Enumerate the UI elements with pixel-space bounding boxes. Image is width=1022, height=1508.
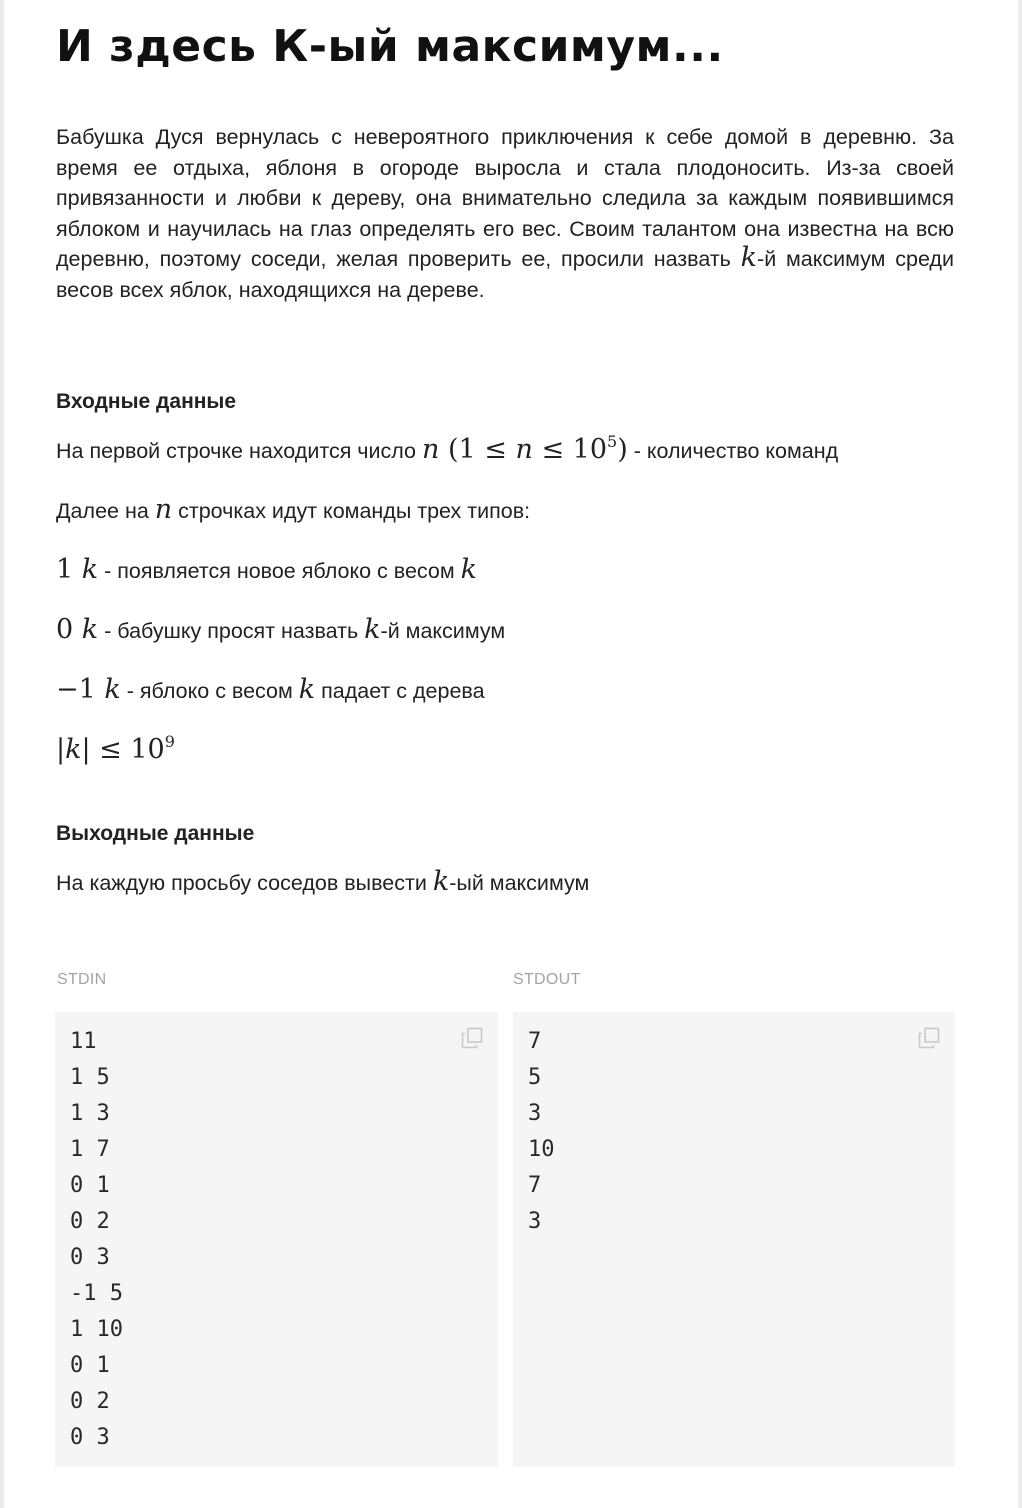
stdin-content: 11 1 5 1 3 1 7 0 1 0 2 0 3 -1 5 1 10 0 1 0 2 0 3 — [70, 1029, 123, 1450]
constraint-k — [56, 734, 175, 768]
problem-title: И здесь К-ый максимум... — [56, 21, 724, 72]
stdout-label: STDOUT — [513, 971, 581, 988]
command-add: 1 k - появляется новое яблоко с весом k — [56, 554, 477, 585]
output-line: На каждую просьбу соседов вывести k-ый максимум — [56, 866, 590, 897]
stdin-box — [55, 1012, 498, 1467]
constraint-k-formula: $|k| \le 10^9$ — [56, 732, 175, 765]
copy-icon[interactable] — [460, 1026, 484, 1050]
stdin-label: STDIN — [57, 971, 107, 988]
output-var-k: k — [432, 866, 450, 897]
command-query: 0 k - бабушку просят назвать k-й максимум — [56, 614, 506, 645]
input-line-1: На первой строчке находится число n $(1 \le n \le 10^5)$ - количество команд — [56, 432, 839, 465]
command-remove-formula: −1 k — [56, 674, 121, 705]
output-heading: Выходные данные — [56, 822, 255, 845]
command-query-formula: 0 k — [56, 614, 99, 645]
legend-var-k: k — [740, 242, 758, 274]
stdout-box — [513, 1012, 955, 1467]
stdout-content: 7 5 3 10 7 3 — [528, 1029, 555, 1234]
input-line-1-formula: n $(1 \le n \le 10^5)$ — [421, 432, 628, 465]
right-border — [1018, 0, 1022, 1508]
left-border — [0, 0, 4, 1508]
command-add-formula: 1 k — [56, 554, 99, 585]
command-remove: −1 k - яблоко с весом k падает с дерева — [56, 674, 485, 705]
problem-legend — [56, 122, 954, 306]
input-line-2: Далее на n строчках идут команды трех типов: — [56, 494, 531, 525]
input-heading: Входные данные — [56, 390, 237, 413]
legend-text-after: -й максимум среди весов всех яблок, находящихся на дереве. — [56, 247, 954, 302]
copy-icon[interactable] — [917, 1026, 941, 1050]
input-line-2-var-n: n — [154, 494, 173, 525]
legend-text: Бабушка Дуся вернулась с невероятного приключения к себе домой в деревню. За время ее отдыха, яблоня в огороде выросла и стала плодоносить. Из-за своей привязанности и любви к дереву, она внимательно следила за каждым появившимся яблоком и научилась на глаз определять его вес. Своим талантом она известна на всю деревню, поэтому соседи, желая проверить ее, просили назвать — [56, 125, 954, 272]
